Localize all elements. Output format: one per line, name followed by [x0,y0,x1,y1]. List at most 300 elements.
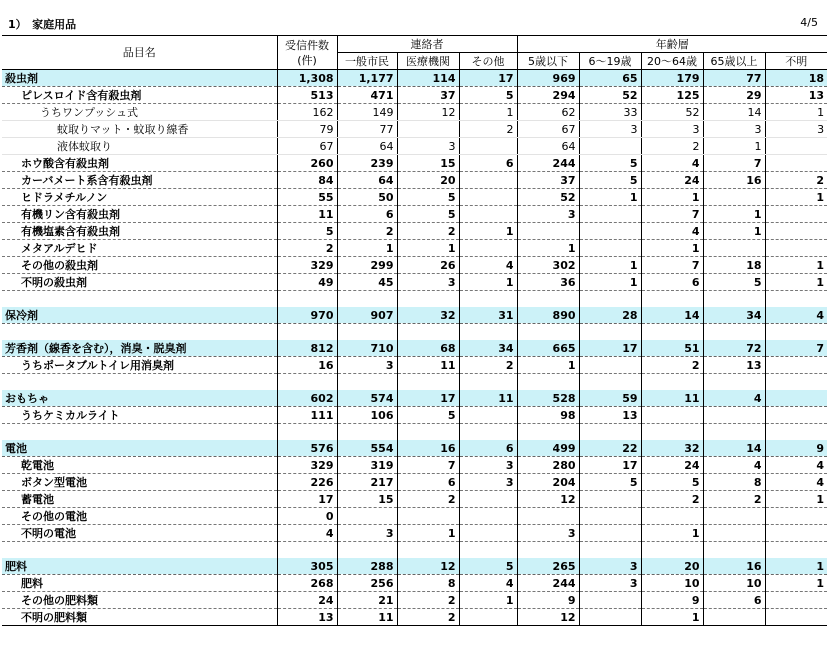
spacer-cell [2,542,277,559]
row-value-cell: 7 [397,457,459,474]
row-value-cell: 1 [765,491,827,508]
col-age-6-19: 6～19歳 [579,53,641,70]
col-medical: 医療機関 [397,53,459,70]
row-value-cell: 3 [641,121,703,138]
row-value-cell: 3 [517,206,579,223]
category-row [2,340,827,357]
row-value-cell: 17 [459,70,517,87]
row-value-cell: 294 [517,87,579,104]
row-value-cell: 64 [337,172,397,189]
row-item-name: 保冷剤 [2,307,277,324]
row-value-cell: 329 [277,257,337,274]
row-value-cell: 59 [579,390,641,407]
row-value-cell: 11 [397,357,459,374]
statistics-table [2,35,827,626]
row-value-cell: 5 [459,87,517,104]
row-value-cell [703,407,765,424]
row-value-cell: 28 [579,307,641,324]
spacer-cell [579,324,641,341]
spacer-cell [641,324,703,341]
spacer-cell [459,291,517,308]
row-value-cell: 34 [703,307,765,324]
row-value-cell: 576 [277,440,337,457]
row-value-cell: 16 [703,172,765,189]
row-item-name: 芳香剤（線香を含む），消臭・脱臭剤 [2,340,277,357]
row-value-cell [703,240,765,257]
row-value-cell: 29 [703,87,765,104]
row-value-cell: 9 [641,592,703,609]
row-value-cell: 1 [765,257,827,274]
row-value-cell [703,189,765,206]
spacer-cell [337,542,397,559]
row-item-name: ボタン型電池 [2,474,277,491]
row-value-cell [337,508,397,525]
row-value-cell: 68 [397,340,459,357]
row-value-cell: 265 [517,558,579,575]
row-value-cell: 6 [337,206,397,223]
table-row [2,138,827,155]
row-value-cell: 1 [641,240,703,257]
row-value-cell [765,206,827,223]
spacer-cell [397,542,459,559]
row-value-cell: 499 [517,440,579,457]
row-value-cell: 64 [517,138,579,155]
row-value-cell: 2 [337,223,397,240]
table-body [2,70,827,626]
row-value-cell: 16 [277,357,337,374]
spacer-cell [277,424,337,441]
row-value-cell [459,491,517,508]
row-value-cell [459,508,517,525]
row-value-cell: 17 [579,457,641,474]
spacer-cell [703,424,765,441]
row-value-cell: 26 [397,257,459,274]
row-item-name: 電池 [2,440,277,457]
row-value-cell: 969 [517,70,579,87]
row-value-cell: 14 [703,440,765,457]
row-value-cell [459,189,517,206]
table-row [2,155,827,172]
table-row [2,575,827,592]
table-row [2,257,827,274]
row-value-cell: 67 [517,121,579,138]
row-value-cell: 4 [703,390,765,407]
row-value-cell: 17 [579,340,641,357]
spacer-cell [277,324,337,341]
row-value-cell: 1 [459,223,517,240]
row-value-cell: 4 [277,525,337,542]
row-value-cell [579,525,641,542]
row-value-cell: 244 [517,575,579,592]
row-value-cell: 4 [459,575,517,592]
row-item-name: うちケミカルライト [2,407,277,424]
row-value-cell: 1 [517,357,579,374]
row-value-cell: 4 [765,474,827,491]
row-value-cell: 2 [641,138,703,155]
row-value-cell: 1 [337,240,397,257]
row-value-cell: 15 [337,491,397,508]
row-value-cell [579,223,641,240]
category-row [2,390,827,407]
row-item-name: その他の電池 [2,508,277,525]
row-value-cell [765,508,827,525]
row-value-cell: 5 [579,155,641,172]
row-value-cell: 16 [397,440,459,457]
row-value-cell: 14 [703,104,765,121]
row-value-cell: 1 [579,274,641,291]
spacer-cell [641,424,703,441]
spacer-cell [765,324,827,341]
spacer-row [2,291,827,308]
row-item-name: カーバメート系含有殺虫剤 [2,172,277,189]
row-value-cell: 1 [459,274,517,291]
row-value-cell: 244 [517,155,579,172]
row-value-cell [579,491,641,508]
col-age-65plus: 65歳以上 [703,53,765,70]
spacer-row [2,324,827,341]
row-value-cell: 6 [459,440,517,457]
spacer-cell [277,291,337,308]
row-value-cell: 24 [641,172,703,189]
spacer-cell [2,374,277,391]
row-item-name: 蓄電池 [2,491,277,508]
row-value-cell: 3 [579,575,641,592]
spacer-cell [765,424,827,441]
spacer-cell [517,542,579,559]
row-value-cell [765,223,827,240]
row-value-cell: 77 [703,70,765,87]
row-value-cell [765,357,827,374]
row-value-cell: 11 [459,390,517,407]
row-value-cell [765,138,827,155]
row-value-cell [397,121,459,138]
row-value-cell: 4 [459,257,517,274]
row-value-cell: 20 [641,558,703,575]
row-value-cell: 6 [459,155,517,172]
row-value-cell [459,206,517,223]
row-value-cell: 33 [579,104,641,121]
row-value-cell [579,508,641,525]
row-value-cell: 13 [579,407,641,424]
row-value-cell: 37 [517,172,579,189]
row-value-cell: 471 [337,87,397,104]
row-value-cell: 554 [337,440,397,457]
row-value-cell: 3 [337,525,397,542]
row-item-name: 殺虫剤 [2,70,277,87]
row-value-cell: 18 [703,257,765,274]
spacer-cell [277,374,337,391]
row-value-cell: 319 [337,457,397,474]
row-value-cell: 5 [459,558,517,575]
row-value-cell: 149 [337,104,397,121]
row-value-cell: 1 [641,189,703,206]
row-value-cell [703,525,765,542]
row-value-cell [459,407,517,424]
row-value-cell: 34 [459,340,517,357]
row-value-cell: 1 [579,257,641,274]
category-row [2,70,827,87]
row-value-cell: 1 [397,240,459,257]
row-value-cell: 15 [397,155,459,172]
row-value-cell: 106 [337,407,397,424]
spacer-cell [641,542,703,559]
row-value-cell: 2 [641,357,703,374]
category-row [2,307,827,324]
spacer-cell [641,374,703,391]
row-value-cell [765,407,827,424]
row-item-name: ホウ酸含有殺虫剤 [2,155,277,172]
row-value-cell: 6 [641,274,703,291]
table-row [2,121,827,138]
row-value-cell: 268 [277,575,337,592]
row-item-name: 有機塩素含有殺虫剤 [2,223,277,240]
table-row [2,592,827,609]
row-value-cell: 528 [517,390,579,407]
row-value-cell: 2 [641,491,703,508]
row-value-cell: 2 [397,592,459,609]
row-value-cell: 7 [641,206,703,223]
row-value-cell: 32 [397,307,459,324]
spacer-cell [703,542,765,559]
spacer-cell [2,291,277,308]
row-item-name: 乾電池 [2,457,277,474]
row-value-cell: 52 [517,189,579,206]
row-value-cell: 226 [277,474,337,491]
spacer-cell [2,424,277,441]
table-row [2,172,827,189]
row-value-cell: 125 [641,87,703,104]
row-value-cell: 3 [459,457,517,474]
row-item-name: 液体蚊取り [2,138,277,155]
row-value-cell [765,592,827,609]
spacer-cell [397,324,459,341]
row-value-cell: 1 [703,223,765,240]
table-row [2,407,827,424]
row-item-name: 蚊取りマット・蚊取り線香 [2,121,277,138]
row-value-cell: 5 [397,206,459,223]
row-value-cell: 51 [641,340,703,357]
row-value-cell: 970 [277,307,337,324]
row-value-cell [459,172,517,189]
table-row [2,474,827,491]
col-age-20-64: 20～64歳 [641,53,703,70]
row-value-cell: 7 [765,340,827,357]
row-value-cell: 812 [277,340,337,357]
row-value-cell: 2 [277,240,337,257]
row-value-cell: 9 [765,440,827,457]
row-value-cell: 65 [579,70,641,87]
spacer-cell [579,374,641,391]
row-value-cell [765,240,827,257]
row-value-cell: 5 [579,474,641,491]
category-row [2,440,827,457]
spacer-cell [517,291,579,308]
row-value-cell: 20 [397,172,459,189]
row-value-cell: 11 [641,390,703,407]
row-value-cell: 22 [579,440,641,457]
col-received-line1: 受信件数 [285,38,329,52]
row-value-cell: 4 [765,457,827,474]
spacer-cell [337,291,397,308]
table-row [2,189,827,206]
row-item-name: おもちゃ [2,390,277,407]
row-value-cell: 329 [277,457,337,474]
row-value-cell: 3 [703,121,765,138]
row-item-name: うちワンプッシュ式 [2,104,277,121]
table-row [2,240,827,257]
spacer-cell [2,324,277,341]
row-value-cell: 4 [703,457,765,474]
row-value-cell: 6 [397,474,459,491]
row-value-cell: 162 [277,104,337,121]
spacer-cell [459,324,517,341]
row-value-cell: 52 [579,87,641,104]
spacer-row [2,542,827,559]
spacer-cell [397,291,459,308]
row-value-cell [517,223,579,240]
row-item-name: その他の殺虫剤 [2,257,277,274]
spacer-row [2,374,827,391]
row-value-cell: 1 [517,240,579,257]
row-value-cell: 7 [703,155,765,172]
row-value-cell: 1 [641,525,703,542]
row-item-name: ピレスロイド含有殺虫剤 [2,87,277,104]
header-row-1 [2,36,827,53]
spacer-cell [579,424,641,441]
row-value-cell: 77 [337,121,397,138]
row-value-cell [459,138,517,155]
row-value-cell: 1 [703,206,765,223]
row-value-cell: 16 [703,558,765,575]
row-item-name: ヒドラメチルノン [2,189,277,206]
row-value-cell: 179 [641,70,703,87]
spacer-cell [579,542,641,559]
row-value-cell: 24 [277,592,337,609]
row-value-cell [703,508,765,525]
row-value-cell: 52 [641,104,703,121]
row-value-cell: 3 [337,357,397,374]
row-value-cell: 8 [397,575,459,592]
spacer-cell [579,291,641,308]
spacer-cell [703,374,765,391]
row-value-cell: 13 [703,357,765,374]
table-row [2,104,827,121]
row-value-cell [579,592,641,609]
row-value-cell: 217 [337,474,397,491]
table-row [2,357,827,374]
table-row [2,609,827,626]
row-value-cell [765,390,827,407]
col-item-name: 品目名 [2,36,277,70]
row-value-cell: 3 [579,558,641,575]
row-value-cell: 1,177 [337,70,397,87]
spacer-cell [337,424,397,441]
row-value-cell: 239 [337,155,397,172]
table-row [2,491,827,508]
row-value-cell: 7 [641,257,703,274]
row-value-cell [765,609,827,626]
row-value-cell: 1 [765,104,827,121]
row-value-cell: 12 [517,609,579,626]
row-value-cell: 55 [277,189,337,206]
row-value-cell: 3 [517,525,579,542]
table-row [2,223,827,240]
row-value-cell: 13 [277,609,337,626]
spacer-cell [337,374,397,391]
row-value-cell: 31 [459,307,517,324]
col-age-group: 年齢層 [517,36,827,53]
row-value-cell: 1 [765,274,827,291]
row-value-cell: 24 [641,457,703,474]
row-value-cell [579,138,641,155]
row-item-name: 不明の殺虫剤 [2,274,277,291]
row-value-cell: 72 [703,340,765,357]
row-value-cell [641,407,703,424]
table-row [2,87,827,104]
row-value-cell: 111 [277,407,337,424]
row-value-cell: 37 [397,87,459,104]
row-value-cell: 62 [517,104,579,121]
row-value-cell: 12 [397,558,459,575]
row-value-cell: 21 [337,592,397,609]
spacer-cell [459,424,517,441]
row-value-cell: 2 [397,609,459,626]
row-value-cell: 907 [337,307,397,324]
col-other: その他 [459,53,517,70]
row-value-cell: 890 [517,307,579,324]
row-value-cell: 305 [277,558,337,575]
row-value-cell: 1 [703,138,765,155]
table-row [2,274,827,291]
row-value-cell: 280 [517,457,579,474]
row-value-cell: 2 [397,491,459,508]
row-value-cell [397,508,459,525]
row-value-cell: 1 [459,592,517,609]
row-value-cell: 602 [277,390,337,407]
table-row [2,525,827,542]
spacer-cell [397,374,459,391]
row-value-cell: 5 [579,172,641,189]
row-value-cell: 0 [277,508,337,525]
row-value-cell: 4 [641,223,703,240]
row-item-name: その他の肥料類 [2,592,277,609]
row-value-cell: 1 [579,189,641,206]
row-value-cell: 5 [277,223,337,240]
row-value-cell: 710 [337,340,397,357]
row-value-cell: 12 [517,491,579,508]
row-value-cell: 288 [337,558,397,575]
row-value-cell: 3 [397,274,459,291]
row-value-cell: 302 [517,257,579,274]
spacer-cell [703,324,765,341]
row-value-cell [517,508,579,525]
row-value-cell: 50 [337,189,397,206]
row-value-cell: 1 [397,525,459,542]
col-general-public: 一般市民 [337,53,397,70]
row-value-cell: 1 [765,558,827,575]
col-received [277,36,337,70]
row-item-name: うちポータブルトイレ用消臭剤 [2,357,277,374]
row-value-cell [579,240,641,257]
row-value-cell: 6 [703,592,765,609]
col-contact-group: 連絡者 [337,36,517,53]
spacer-cell [459,542,517,559]
row-value-cell: 260 [277,155,337,172]
row-value-cell: 513 [277,87,337,104]
spacer-cell [517,424,579,441]
spacer-cell [765,542,827,559]
row-value-cell: 9 [517,592,579,609]
